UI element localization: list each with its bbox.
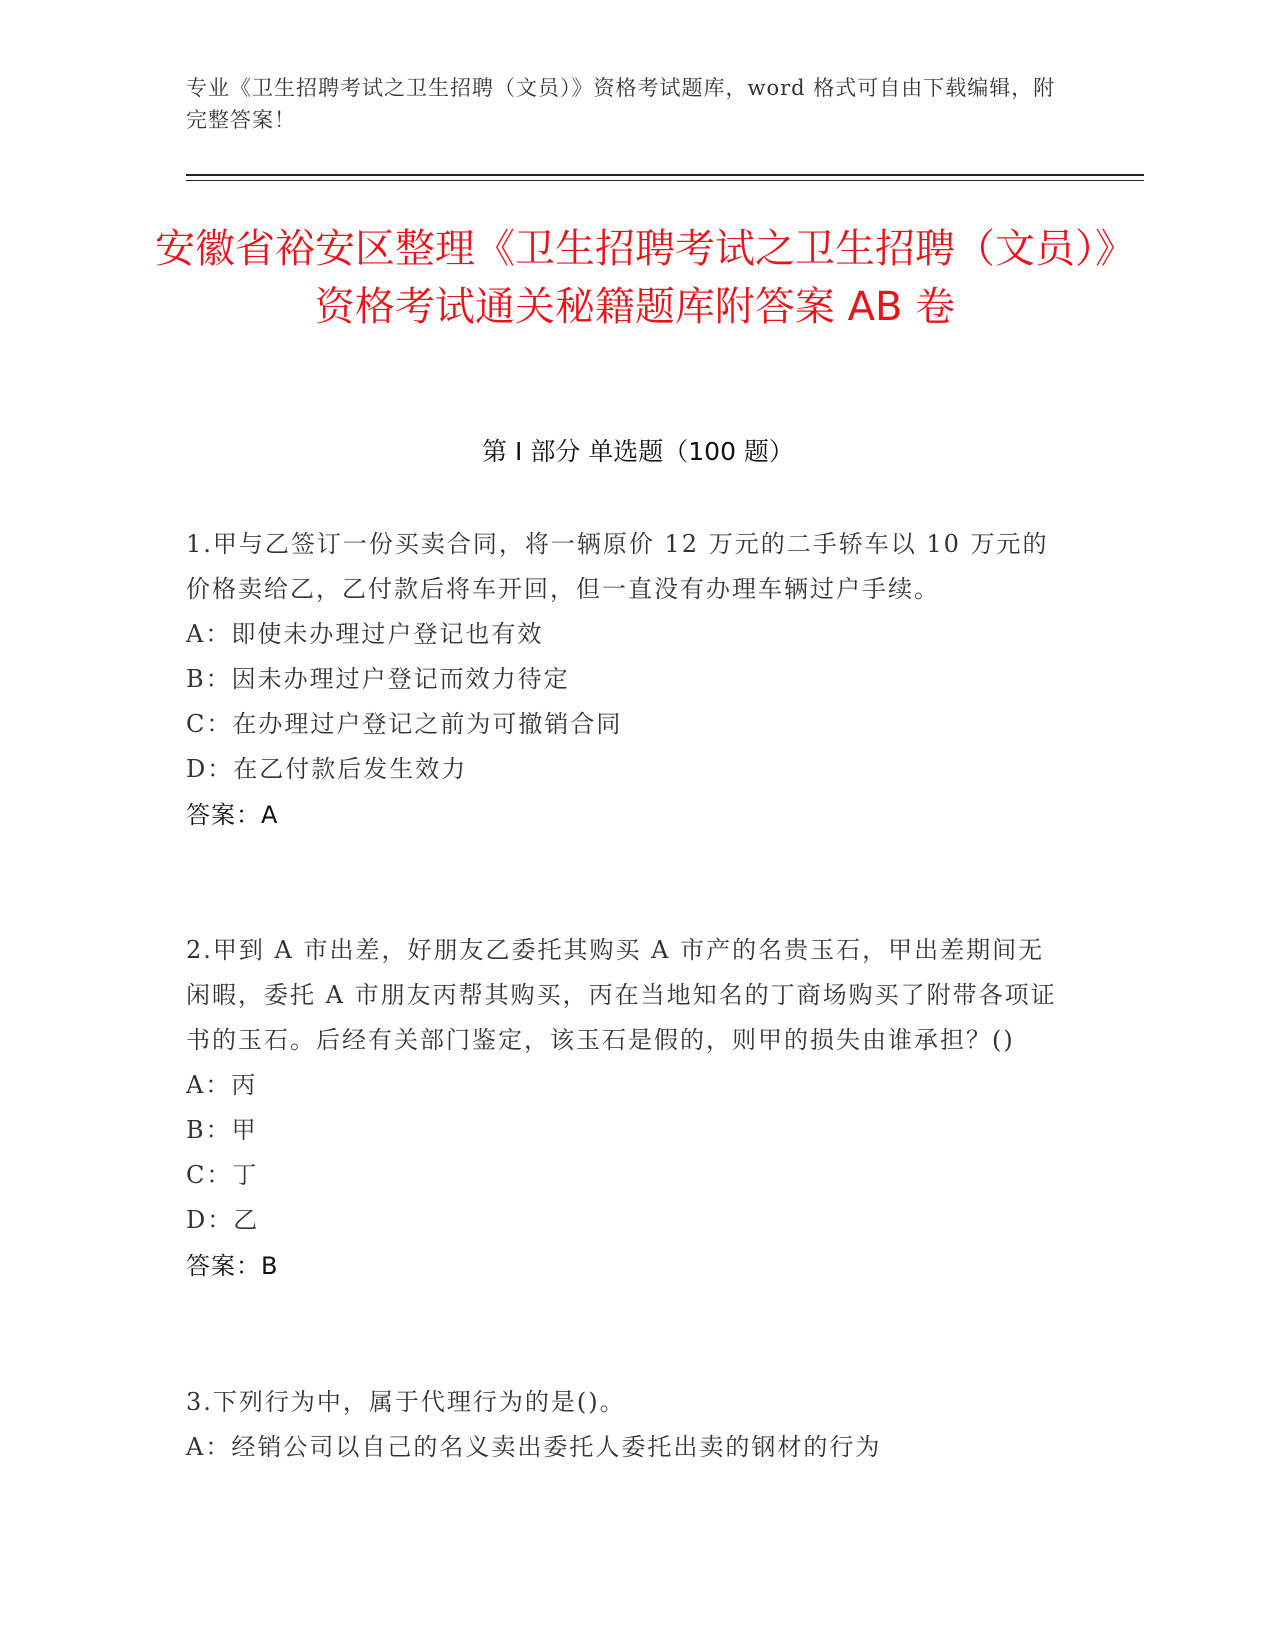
document-title: 安徽省裕安区整理《卫生招聘考试之卫生招聘（文员）》资格考试通关秘籍题库附答案 AB 卷 (155, 226, 1115, 330)
option-a: A：丙 (186, 1071, 258, 1099)
option-d: D：乙 (186, 1206, 260, 1234)
question-2 (186, 928, 1066, 1289)
question-stem: 3.下列行为中，属于代理行为的是()。 (186, 1388, 626, 1416)
option-c: C：在办理过户登记之前为可撤销合同 (186, 710, 623, 738)
option-b: B：因未办理过户登记而效力待定 (186, 665, 570, 693)
answer-line: 答案：B (186, 1252, 279, 1280)
question-stem: 1.甲与乙签订一份买卖合同，将一辆原价 12 万元的二手轿车以 10 万元的价格卖给乙，乙付款后将车开回，但一直没有办理车辆过户手续。 (186, 530, 1049, 603)
option-b: B：甲 (186, 1116, 258, 1144)
section-heading: 第 I 部分 单选题（100 题） (482, 437, 794, 466)
option-a: A：经销公司以自己的名义卖出委托人委托出卖的钢材的行为 (186, 1433, 882, 1461)
question-3 (186, 1380, 1066, 1470)
answer-line: 答案：A (186, 801, 279, 829)
header-divider-thick (186, 174, 1144, 176)
option-a: A：即使未办理过户登记也有效 (186, 620, 544, 648)
header-note: 专业《卫生招聘考试之卫生招聘（文员）》资格考试题库，word 格式可自由下载编辑，附完整答案！ (186, 76, 1056, 132)
question-1 (186, 522, 1066, 838)
option-c: C：丁 (186, 1161, 259, 1189)
header-divider-thin (186, 180, 1144, 181)
option-d: D：在乙付款后发生效力 (186, 755, 468, 783)
question-stem: 2.甲到 A 市出差，好朋友乙委托其购买 A 市产的名贵玉石，甲出差期间无闲暇，委托 A 市朋友丙帮其购买，丙在当地知名的丁商场购买了附带各项证书的玉石。后经有关部门鉴定，该玉石是假的，则甲的损失由谁承担？() (186, 936, 1057, 1054)
